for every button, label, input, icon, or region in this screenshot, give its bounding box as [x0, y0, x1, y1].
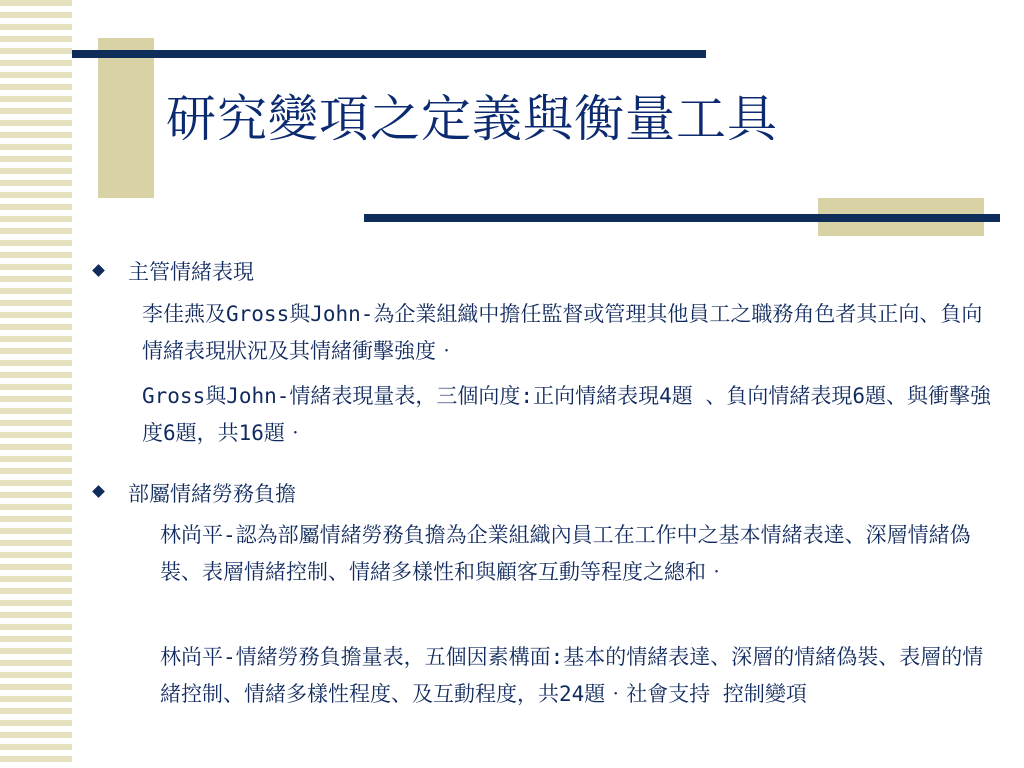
- decorative-navy-rule-top: [72, 50, 706, 58]
- decorative-stripes: [0, 0, 72, 768]
- decorative-navy-rule-bottom: [364, 214, 1000, 222]
- section-paragraph: 林尚平-情緒勞務負擔量表，五個因素構面:基本的情緒表達、深層的情緒偽裝、表層的情緒控制、情緒多樣性程度、及互動程度，共24題‧社會支持 控制變項: [160, 645, 984, 706]
- slide-title: 研究變項之定義與衡量工具: [166, 90, 778, 148]
- bullet-diamond-icon: [92, 485, 105, 498]
- section-heading: 部屬情緒勞務負擔: [128, 482, 296, 506]
- decorative-tan-block-left: [98, 38, 154, 198]
- section-heading: 主管情緒表現: [128, 260, 254, 284]
- section-paragraph: 林尚平-認為部屬情緒勞務負擔為企業組織內員工在工作中之基本情緒表達、深層情緒偽裝、表層情緒控制、情緒多樣性和與顧客互動等程度之總和‧: [160, 523, 971, 584]
- section-paragraph: Gross與John-情緒表現量表，三個向度:正向情緒表現4題 、負向情緒表現6題、與衝擊強度6題，共16題‧: [142, 384, 992, 445]
- bullet-diamond-icon: [92, 264, 105, 277]
- section-paragraph: 李佳燕及Gross與John-為企業組織中擔任監督或管理其他員工之職務角色者其正向、負向情緒表現狀況及其情緒衝擊強度‧: [142, 302, 983, 363]
